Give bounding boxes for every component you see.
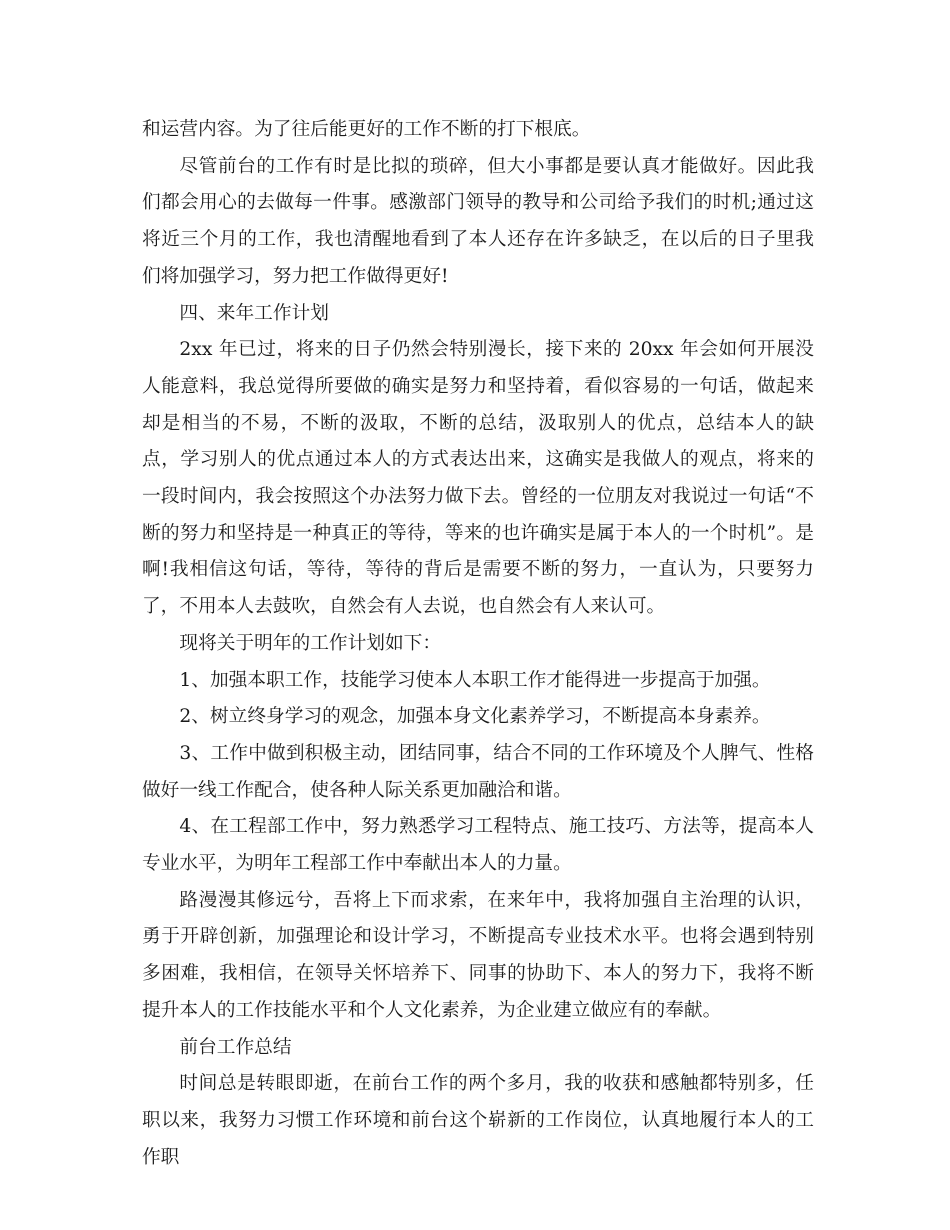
plan-item-3: 3、工作中做到积极主动，团结同事，结合不同的工作环境及个人脾气、性格做好一线工作配合，使各种人际关系更加融洽和谐。	[142, 742, 814, 801]
paragraph-reflection: 尽管前台的工作有时是比拟的琐碎，但大小事都是要认真才能做好。因此我们都会用心的去做每一件事。感激部门领导的教导和公司给予我们的时机;通过这将近三个月的工作，我也清醒地看到了本人还存在许多缺乏，在以后的日子里我们将加强学习，努力把工作做得更好!	[142, 155, 814, 287]
paragraph-outlook: 2xx 年已过，将来的日子仍然会特别漫长，接下来的 20xx 年会如何开展没人能意料，我总觉得所要做的确实是努力和坚持着，看似容易的一句话，做起来却是相当的不易，不断的汲取，不断的总结，汲取别人的优点，总结本人的缺点，学习别人的优点通过本人的方式表达出来，这确实是我做人的观点，将来的一段时间内，我会按照这个办法努力做下去。曾经的一位朋友对我说过一句话“不断的努力和坚持是一种真正的等待，等来的也许确实是属于本人的一个时机”。是啊!我相信这句话，等待，等待的背后是需要不断的努力，一直认为，只要努力了，不用本人去鼓吹，自然会有人去说，也自然会有人来认可。	[142, 339, 814, 618]
plan-item-4: 4、在工程部工作中，努力熟悉学习工程特点、施工技巧、方法等，提高本人专业水平，为明年工程部工作中奉献出本人的力量。	[142, 816, 814, 875]
plan-item-2: 2、树立终身学习的观念，加强本身文化素养学习，不断提高本身素养。	[179, 706, 771, 728]
paragraph-plan-intro: 现将关于明年的工作计划如下：	[179, 632, 442, 654]
paragraph-front-desk-intro: 时间总是转眼即逝，在前台工作的两个多月，我的收获和感触都特别多，任职以来，我努力习惯工作环境和前台这个崭新的工作岗位，认真地履行本人的工作职	[142, 1073, 814, 1168]
document-body	[142, 112, 814, 1176]
plan-item-1: 1、加强本职工作，技能学习使本人本职工作才能得进一步提高于加强。	[179, 669, 771, 691]
paragraph-continuation: 和运营内容。为了往后能更好的工作不断的打下根底。	[142, 119, 591, 140]
section-heading-front-desk-summary: 前台工作总结	[179, 1036, 292, 1058]
paragraph-conclusion: 路漫漫其修远兮，吾将上下而求索，在来年中，我将加强自主治理的认识，勇于开辟创新，加强理论和设计学习，不断提高专业技术水平。也将会遇到特别多困难，我相信，在领导关怀培养下、同事的协助下、本人的努力下，我将不断提升本人的工作技能水平和个人文化素养，为企业建立做应有的奉献。	[142, 889, 814, 1021]
section-heading-next-year-plan: 四、来年工作计划	[179, 302, 329, 324]
